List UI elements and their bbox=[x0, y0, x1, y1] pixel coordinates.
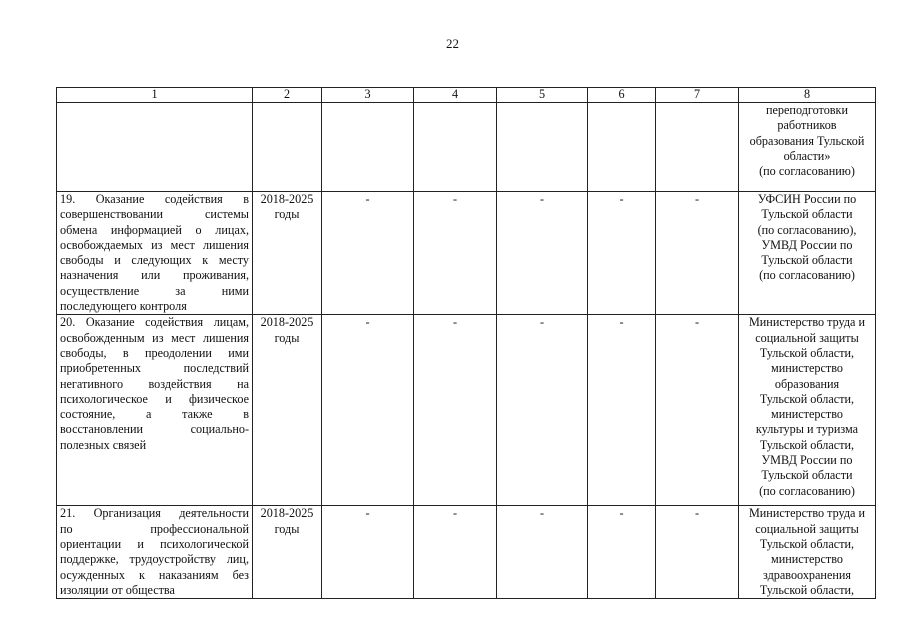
cell-line: Министерство труда и bbox=[748, 315, 866, 330]
value-cell: - bbox=[322, 506, 414, 599]
cell-line: изоляции от общества bbox=[60, 582, 175, 597]
cell-line: Тульской области bbox=[761, 468, 853, 483]
cell-line: Тульской области, bbox=[759, 582, 855, 597]
cell-line: свободы и следующих к месту bbox=[60, 253, 249, 268]
cell-line: (по согласованию) bbox=[759, 268, 855, 283]
measure-cell bbox=[57, 103, 253, 192]
cell-line: ориентации и психологической bbox=[60, 536, 249, 551]
cell-line: годы bbox=[274, 521, 300, 536]
header-cell: 5 bbox=[497, 88, 588, 103]
value-cell: - bbox=[588, 506, 656, 599]
cell-line: 2018-2025 bbox=[260, 315, 314, 330]
cell-line: образования Тульской bbox=[749, 133, 865, 148]
value-cell: - bbox=[656, 506, 739, 599]
value-cell: - bbox=[588, 192, 656, 315]
value-cell: - bbox=[414, 506, 497, 599]
cell-line: осужденных к наказаниям без bbox=[60, 567, 249, 582]
measure-cell bbox=[57, 506, 253, 599]
cell-line: социальной защиты bbox=[755, 330, 859, 345]
header-cell: 6 bbox=[588, 88, 656, 103]
value-cell: - bbox=[656, 192, 739, 315]
table-row bbox=[57, 506, 876, 599]
table-header-row bbox=[57, 88, 876, 103]
responsible-cell bbox=[739, 315, 876, 506]
value-cell: - bbox=[497, 192, 588, 315]
period-cell bbox=[253, 192, 322, 315]
cell-line: Министерство труда и bbox=[748, 506, 866, 521]
cell-line: министерство bbox=[770, 552, 844, 567]
cell-line: состояние, а также в bbox=[60, 407, 249, 422]
cell-line: (по согласованию) bbox=[759, 164, 855, 179]
cell-line: годы bbox=[274, 330, 300, 345]
cell-line: 21. Организация деятельности bbox=[60, 506, 249, 521]
cell-line: назначения или проживания, bbox=[60, 268, 249, 283]
value-cell: - bbox=[656, 315, 739, 506]
period-cell bbox=[253, 315, 322, 506]
period-cell bbox=[253, 506, 322, 599]
cell-line: УФСИН России по bbox=[757, 192, 857, 206]
page-number: 22 bbox=[446, 36, 459, 51]
cell-line: поддержке, трудоустройству лиц, bbox=[60, 552, 249, 567]
cell-line: негативного воздействия на bbox=[60, 376, 249, 391]
cell-line: совершенствовании системы bbox=[60, 207, 249, 222]
header-cell: 3 bbox=[322, 88, 414, 103]
cell-line: Тульской области, bbox=[759, 391, 855, 406]
responsible-cell bbox=[739, 192, 876, 315]
cell-line: Тульской области bbox=[761, 207, 853, 222]
cell-line: образования bbox=[774, 376, 840, 391]
cell-line: годы bbox=[274, 207, 300, 222]
cell-line: приобретенных последствий bbox=[60, 361, 249, 376]
cell-line: области» bbox=[783, 148, 831, 163]
cell-line: министерство bbox=[770, 361, 844, 376]
cell-line: министерство bbox=[770, 407, 844, 422]
header-cell: 2 bbox=[253, 88, 322, 103]
cell-line: Тульской области bbox=[761, 253, 853, 268]
cell-line: культуры и туризма bbox=[755, 422, 859, 437]
cell-line: 19. Оказание содействия в bbox=[60, 192, 249, 206]
cell-line: освобождаемых из мест лишения bbox=[60, 237, 249, 252]
value-cell: - bbox=[414, 315, 497, 506]
cell-line: свободы, в преодолении ими bbox=[60, 345, 249, 360]
measure-cell bbox=[57, 192, 253, 315]
header-cell: 4 bbox=[414, 88, 497, 103]
value-cell: - bbox=[497, 315, 588, 506]
cell-line: по профессиональной bbox=[60, 521, 249, 536]
value-cell bbox=[322, 103, 414, 192]
cell-line: полезных связей bbox=[60, 437, 147, 452]
table-row bbox=[57, 192, 876, 315]
value-cell: - bbox=[588, 315, 656, 506]
responsible-cell bbox=[739, 103, 876, 192]
cell-line: 20. Оказание содействия лицам, bbox=[60, 315, 249, 330]
cell-line: Тульской области, bbox=[759, 437, 855, 452]
table-row bbox=[57, 315, 876, 506]
table-row-continuation bbox=[57, 103, 876, 192]
cell-line: последующего контроля bbox=[60, 299, 187, 314]
cell-line: 2018-2025 bbox=[260, 192, 314, 206]
measure-cell bbox=[57, 315, 253, 506]
cell-line: обмена информацией о лицах, bbox=[60, 222, 249, 237]
cell-line: УМВД России по bbox=[761, 237, 853, 252]
cell-line: социальной защиты bbox=[755, 521, 859, 536]
cell-line: осуществление за ними bbox=[60, 283, 249, 298]
cell-line: Тульской области, bbox=[759, 536, 855, 551]
cell-line: переподготовки bbox=[766, 103, 848, 117]
cell-line: Тульской области, bbox=[759, 345, 855, 360]
cell-line: 2018-2025 bbox=[260, 506, 314, 521]
header-cell: 1 bbox=[57, 88, 253, 103]
value-cell: - bbox=[322, 315, 414, 506]
cell-line: (по согласованию), bbox=[757, 222, 857, 237]
value-cell bbox=[656, 103, 739, 192]
value-cell: - bbox=[497, 506, 588, 599]
cell-line: восстановлении социально- bbox=[60, 422, 249, 437]
cell-line: УМВД России по bbox=[761, 453, 853, 468]
value-cell: - bbox=[322, 192, 414, 315]
period-cell bbox=[253, 103, 322, 192]
value-cell bbox=[414, 103, 497, 192]
value-cell: - bbox=[414, 192, 497, 315]
cell-line: освобожденным из мест лишения bbox=[60, 330, 249, 345]
measures-table bbox=[56, 87, 876, 599]
header-cell: 7 bbox=[656, 88, 739, 103]
cell-line: психологическое и физическое bbox=[60, 391, 249, 406]
value-cell bbox=[588, 103, 656, 192]
responsible-cell bbox=[739, 506, 876, 599]
header-cell: 8 bbox=[739, 88, 876, 103]
cell-line: работников bbox=[777, 118, 837, 133]
value-cell bbox=[497, 103, 588, 192]
cell-line: (по согласованию) bbox=[759, 483, 855, 498]
cell-line: здравоохранения bbox=[762, 567, 852, 582]
